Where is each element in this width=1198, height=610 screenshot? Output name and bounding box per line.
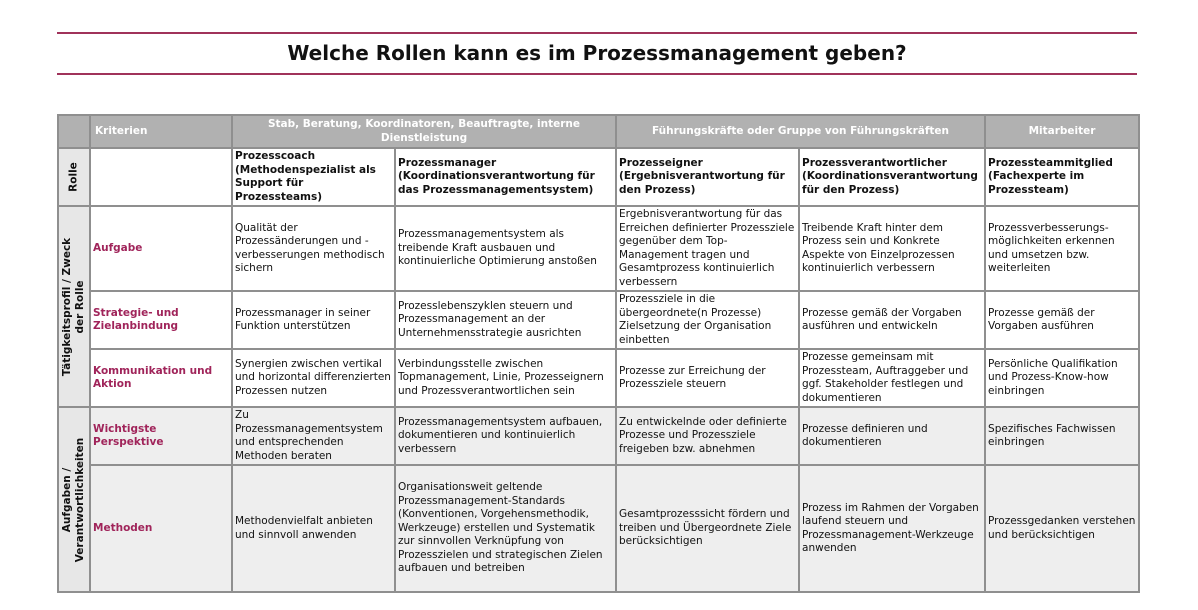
role-prozessverantwortlicher: Prozessverantwortlicher (Koordinationsverantwortung für den Prozess) [799,148,985,206]
header-corner [58,115,90,148]
table-cell: Prozessgedanken verstehen und berücksichtigen [985,465,1139,592]
table-cell: Synergien zwischen vertikal und horizontal differenzierten Prozessen nutzen [232,349,395,407]
criterion-label: Strategie- und Zielanbindung [90,291,232,349]
table-cell: Prozesse gemäß der Vorgaben ausführen [985,291,1139,349]
table-cell: Spezifisches Fachwissen einbringen [985,407,1139,465]
role-row [58,148,1139,206]
side-label-aufgaben [58,407,90,592]
table-cell: Prozesse gemeinsam mit Prozessteam, Auftraggeber und ggf. Stakeholder festlegen und dokumentieren [799,349,985,407]
title-rule-top [57,32,1137,34]
role-prozesseigner: Prozesseigner (Ergebnisverantwortung für den Prozess) [616,148,799,206]
table-cell: Zu Prozessmanagementsystem und entsprechenden Methoden beraten [232,407,395,465]
table-cell: Persönliche Qualifikation und Prozess-Know-how einbringen [985,349,1139,407]
table-cell: Ergebnisverantwortung für das Erreichen definierter Prozessziele gegenüber dem Top-Management tragen und Gesamtprozess kontinuierlich verbessern [616,206,799,291]
table-row [58,206,1139,291]
header-group-employees: Mitarbeiter [985,115,1139,148]
table-cell: Verbindungsstelle zwischen Topmanagement, Linie, Prozesseignern und Prozessverantwortlichen sein [395,349,616,407]
role-prozessmanager: Prozessmanager (Koordinationsverantwortung für das Prozessmanagementsystem) [395,148,616,206]
table-cell: Prozessziele in die übergeordnete(n Prozesse) Zielsetzung der Organisation einbetten [616,291,799,349]
side-label-rolle-text: Rolle [67,162,80,192]
table-cell: Prozesse definieren und dokumentieren [799,407,985,465]
header-group-leaders: Führungskräfte oder Gruppe von Führungskräften [616,115,985,148]
side-label-aufgaben-text: Aufgaben / Verantwortlichkeiten [61,437,86,562]
table-cell: Zu entwickelnde oder definierte Prozesse und Prozessziele freigeben bzw. abnehmen [616,407,799,465]
side-label-rolle [58,148,90,206]
title-rule-bottom [57,73,1137,75]
table-row [58,291,1139,349]
criterion-label: Kommunikation und Aktion [90,349,232,407]
table-row [58,407,1139,465]
table-cell: Prozess im Rahmen der Vorgaben laufend steuern und Prozessmanagement-Werkzeuge anwenden [799,465,985,592]
table-cell: Prozessmanagementsystem aufbauen, dokumentieren und kontinuierlich verbessern [395,407,616,465]
table-cell: Methodenvielfalt anbieten und sinnvoll anwenden [232,465,395,592]
side-label-taetigkeitsprofil [58,206,90,407]
role-prozessteammitglied: Prozessteammitglied (Fachexperte im Prozessteam) [985,148,1139,206]
table-cell: Prozessmanagementsystem als treibende Kraft ausbauen und kontinuierliche Optimierung anstoßen [395,206,616,291]
table-cell: Qualität der Prozessänderungen und -verbesserungen methodisch sichern [232,206,395,291]
roles-table [57,114,1140,593]
criterion-label: Methoden [90,465,232,592]
table-cell: Organisationsweit geltende Prozessmanagement-Standards (Konventionen, Vorgehensmethodik, Werkzeuge) erstellen und Systematik zur sinnvollen Verknüpfung von Prozesszielen und strategischen Zielen aufbauen und betreiben [395,465,616,592]
side-label-taetigkeitsprofil-text: Tätigkeitsprofil / Zweck der Rolle [61,237,86,376]
table-row [58,465,1139,592]
table-cell: Prozesse gemäß der Vorgaben ausführen und entwickeln [799,291,985,349]
table-cell: Prozessmanager in seiner Funktion unterstützen [232,291,395,349]
header-criteria: Kriterien [90,115,232,148]
table-cell: Treibende Kraft hinter dem Prozess sein und Konkrete Aspekte von Einzelprozessen kontinuierlich verbessern [799,206,985,291]
criterion-label: Aufgabe [90,206,232,291]
criterion-label: Wichtigste Perspektive [90,407,232,465]
role-criteria-empty [90,148,232,206]
page-title: Welche Rollen kann es im Prozessmanagement geben? [287,41,907,65]
header-row [58,115,1139,148]
table-cell: Prozesslebenszyklen steuern und Prozessmanagement an der Unternehmensstrategie ausrichten [395,291,616,349]
table-cell: Prozesse zur Erreichung der Prozessziele steuern [616,349,799,407]
table-cell: Gesamtprozesssicht fördern und treiben und Übergeordnete Ziele berücksichtigen [616,465,799,592]
table-cell: Prozessverbesserungs-möglichkeiten erkennen und umsetzen bzw. weiterleiten [985,206,1139,291]
role-prozesscoach: Prozesscoach (Methodenspezialist als Support für Prozessteams) [232,148,395,206]
header-group-staff: Stab, Beratung, Koordinatoren, Beauftragte, interne Dienstleistung [232,115,616,148]
table-row [58,349,1139,407]
